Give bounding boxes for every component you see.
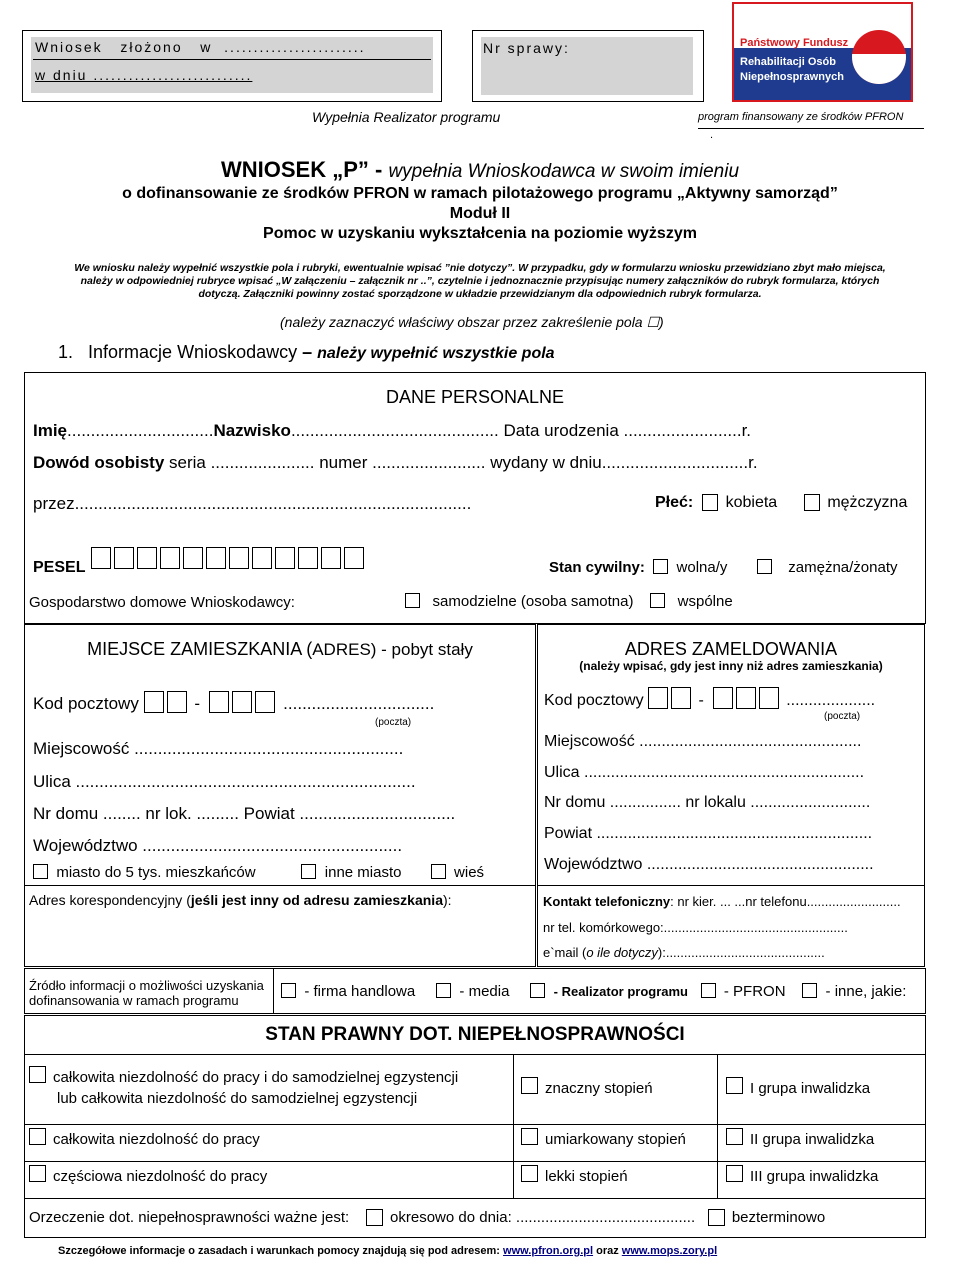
registration-box [22,30,442,102]
logo-circle-icon [852,30,906,84]
adres-zameldowania-box: ADRES ZAMELDOWANIA (należy wpisać, gdy jest inny niż adres zamieszkania) Kod pocztowy - .................... (poczta) Miejscowość .................................................. Ulica ............................................................... Nr domu ................ nr lokalu ........................... Powiat .............................................................. Województwo ................................................... [537,624,925,886]
inne-miasto-checkbox[interactable] [301,864,316,879]
stan-wolna-checkbox[interactable] [653,559,668,574]
dane-personalne-box: DANE PERSONALNE Imię...............................Nazwisko............................................ Data urodzenia .........................r. Dowód osobisty seria ...................... numer ........................ wydany w dniu...............................r. przez.................................................................................... Płeć: kobieta mężczyzna PESEL Stan cywilny: wolna/y zamężna/żonaty Gospodarstwo domowe Wnioskodawcy: samodzielne (osoba samotna) wspólne [24,372,926,624]
czesciowa-niezdolnosc-checkbox[interactable] [29,1165,46,1182]
plec-mezczyzna-checkbox[interactable] [804,494,820,511]
gospodarstwo-wspolne-checkbox[interactable] [650,593,665,608]
niezdolnosc-pracy-checkbox[interactable] [29,1128,46,1145]
grupa-3-checkbox[interactable] [726,1165,743,1182]
zrodlo-inne-checkbox[interactable] [802,983,817,998]
program-finansowany: program finansowany ze środków PFRON [698,111,904,123]
bezterminowo-checkbox[interactable] [708,1209,725,1226]
zrodlo-pfron-checkbox[interactable] [701,983,716,998]
zrodlo-informacji-box: Źródło informacji o możliwości uzyskania dofinansowania w ramach programu - firma handlowa - media - Realizator programu - PFRON - inne, jakie: [24,968,926,1014]
gospodarstwo-samodzielne-checkbox[interactable] [405,593,420,608]
niezdolnosc-egzystencja-checkbox[interactable] [29,1066,46,1083]
zrodlo-firma-checkbox[interactable] [281,983,296,998]
case-number-box [472,30,704,102]
w-dniu-label: w dniu ........................... [35,67,253,83]
zrodlo-realizator-checkbox[interactable] [530,983,545,998]
plec-kobieta-checkbox[interactable] [702,494,718,511]
adres-korespondencyjny-box: Adres korespondencyjny (jeśli jest inny od adresu zamieszkania): [24,885,536,967]
dane-personalne-heading: DANE PERSONALNE [385,387,565,407]
okresowo-checkbox[interactable] [366,1209,383,1226]
mops-link[interactable]: www.mops.zory.pl [621,1245,718,1257]
kontakt-box: Kontakt telefoniczny: nr kier. ... ...nr telefonu.......................... nr tel. komórkowego:................................................... e`mail (o ile dotyczy):............................................ [537,885,925,967]
pfron-link[interactable]: www.pfron.org.pl [503,1245,594,1257]
section-1-heading: 1. Informacje Wnioskodawcy – należy wypełnić wszystkie pola [58,342,555,362]
znaczny-stopien-checkbox[interactable] [521,1077,538,1094]
wies-checkbox[interactable] [431,864,446,879]
wniosek-zlozono-label: Wniosek złożono w ........................ [35,39,366,55]
grupa-1-checkbox[interactable] [726,1077,743,1094]
pfron-logo: Państwowy Fundusz Rehabilitacji Osób Niepełnosprawnych [732,2,913,102]
stan-zamezna-checkbox[interactable] [757,559,772,574]
wypelnia-realizator: Wypełnia Realizator programu [312,109,501,125]
umiarkowany-stopien-checkbox[interactable] [521,1128,538,1145]
miejsce-zamieszkania-box: MIEJSCE ZAMIESZKANIA (ADRES) - pobyt stały Kod pocztowy - ................................ (poczta) Miejscowość ......................................................... Ulica ........................................................................ Nr domu ........ nr lok. ......... Powiat ................................. Województwo ....................................................... miasto do 5 tys. mieszkańców inne miasto wieś [24,624,536,886]
footer-info: Szczegółowe informacje o zasadach i warunkach pomocy znajdują się pod adresem: www.pfron.org.pl oraz www.mops.zory.pl [58,1245,718,1257]
nr-sprawy-label: Nr sprawy: [483,40,570,56]
stan-prawny-box: STAN PRAWNY DOT. NIEPEŁNOSPRAWNOŚCI całkowita niezdolność do pracy i do samodzielnej egzystencji lub całkowita niezdolność do samodzielnej egzystencji znaczny stopień I grupa inwalidzka całkowita niezdolność do pracy umiarkowany stopień II grupa inwalidzka częściowa niezdolność do pracy lekki stopień III grupa inwalidzka Orzeczenie dot. niepełnosprawności ważne jest: okresowo do dnia: ........................................... bezterminowo [24,1015,926,1238]
lekki-stopien-checkbox[interactable] [521,1165,538,1182]
grupa-2-checkbox[interactable] [726,1128,743,1145]
pesel-boxes[interactable] [91,547,367,570]
miasto-do-5tys-checkbox[interactable] [33,864,48,879]
page-title: WNIOSEK „P” - wypełnia Wnioskodawca w swoim imieniu [220,157,740,182]
zrodlo-media-checkbox[interactable] [436,983,451,998]
